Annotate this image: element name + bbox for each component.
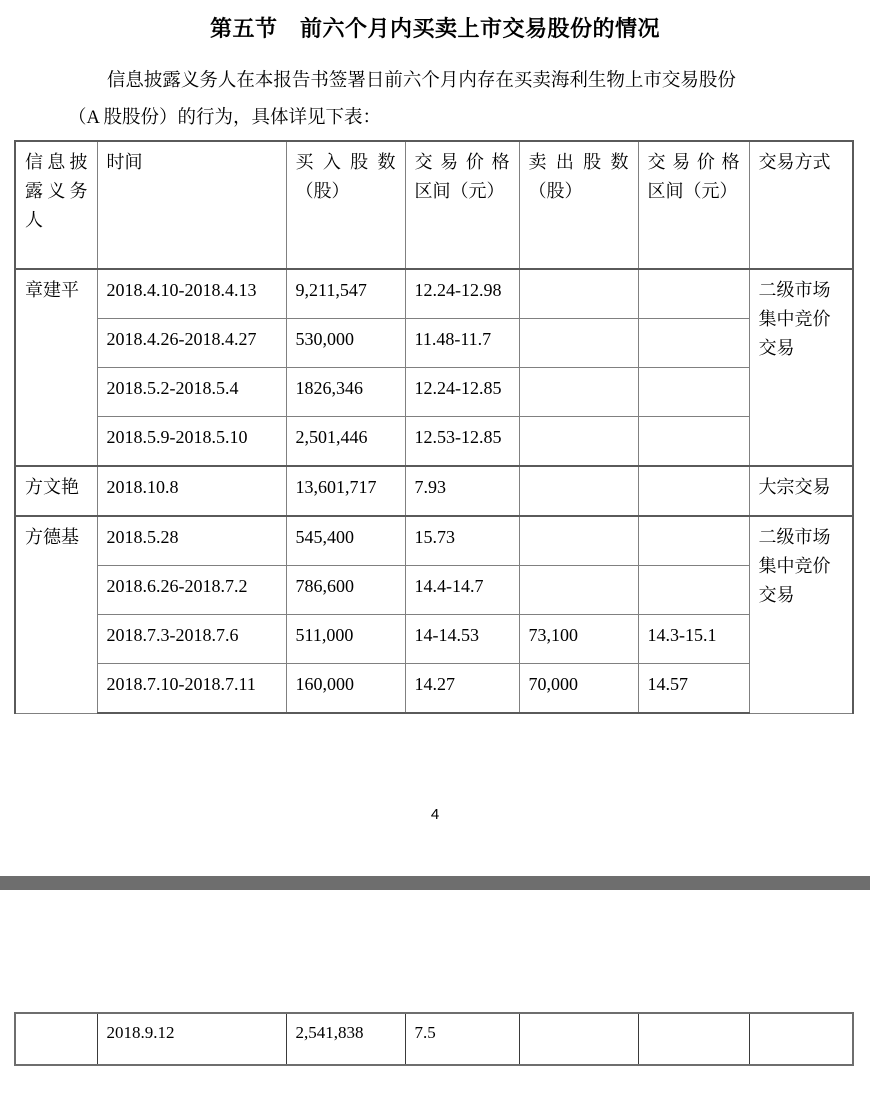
cell-buy-price (405, 516, 519, 566)
cell-buy-price (405, 566, 519, 615)
cell-buy-shares (286, 566, 405, 615)
table-row (15, 466, 853, 516)
cell-buy-shares (286, 368, 405, 417)
continuation-table-wrapper (14, 1012, 852, 1066)
cell-buy-price (405, 664, 519, 714)
cell-sell-price (638, 1013, 749, 1065)
value-date: 2018.7.10-2018.7.11 (106, 674, 256, 694)
header-cell-trade-method (749, 141, 853, 269)
header-trade-method-label: 交易方式 (758, 152, 831, 172)
cell-date (97, 516, 286, 566)
value-buy-shares: 545,400 (295, 527, 354, 547)
value-buy-shares: 1826,346 (295, 378, 363, 398)
cell-sell-price (638, 664, 749, 714)
value-date: 2018.6.26-2018.7.2 (106, 576, 248, 596)
trade-method-line-1: 二级市场 (758, 280, 831, 300)
header-cell-date (97, 141, 286, 269)
cell-date (97, 466, 286, 516)
cell-sell-shares (519, 516, 638, 566)
cell-buy-shares (286, 269, 405, 319)
header-buy-price-line-2: 区间（元） (414, 181, 505, 202)
share-trading-table (14, 140, 854, 714)
cell-date (97, 566, 286, 615)
table-row (15, 368, 853, 417)
value-buy-price: 12.53-12.85 (414, 427, 502, 447)
cell-sell-price (638, 269, 749, 319)
value-date: 2018.5.2-2018.5.4 (106, 378, 239, 398)
value-sell-shares: 73,100 (528, 625, 578, 645)
header-sell-price-line-2: 区间（元） (647, 181, 738, 202)
cell-buy-price (405, 615, 519, 664)
cell-buy-price (405, 417, 519, 467)
share-trading-table-wrapper (14, 140, 852, 714)
value-buy-shares: 786,600 (295, 576, 354, 596)
value-buy-price: 15.73 (414, 527, 455, 547)
value-buy-price: 14-14.53 (414, 625, 479, 645)
table-row (15, 319, 853, 368)
cell-date (97, 319, 286, 368)
cell-discloser-name: 方德基 (15, 516, 97, 713)
header-discloser-line-3: 人 (25, 210, 43, 231)
value-buy-shares: 2,501,446 (295, 427, 368, 447)
cell-sell-price (638, 566, 749, 615)
cell-sell-shares (519, 368, 638, 417)
cell-buy-price (405, 319, 519, 368)
trade-method-line-2: 集中竞价 (758, 556, 831, 577)
value-buy-price: 12.24-12.98 (414, 280, 502, 300)
cell-sell-shares (519, 417, 638, 467)
table-row (15, 615, 853, 664)
header-buy-shares-line-2: （股） (295, 181, 350, 202)
header-discloser-line-2: 露义务 (25, 181, 88, 202)
cell-buy-shares (286, 417, 405, 467)
cell-sell-price (638, 516, 749, 566)
value-date: 2018.4.26-2018.4.27 (106, 329, 257, 349)
cell-buy-price (405, 269, 519, 319)
header-cell-sell-price (638, 141, 749, 269)
cell-buy-price (405, 466, 519, 516)
value-buy-shares: 13,601,717 (295, 477, 377, 497)
value-date: 2018.7.3-2018.7.6 (106, 625, 239, 645)
value-date: 2018.5.9-2018.5.10 (106, 427, 248, 447)
table-row (15, 566, 853, 615)
header-sell-price-line-1: 交易价格 (647, 152, 740, 172)
value-buy-price: 12.24-12.85 (414, 378, 502, 398)
cell-date (97, 368, 286, 417)
cell-trade-method (749, 269, 853, 466)
trade-method-line-2: 集中竞价 (758, 309, 831, 330)
cell-sell-shares (519, 615, 638, 664)
header-cell-sell-shares (519, 141, 638, 269)
cell-sell-shares (519, 664, 638, 714)
value-date: 2018.10.8 (106, 477, 179, 497)
value-sell-shares: 70,000 (528, 674, 578, 694)
table-row (15, 269, 853, 319)
header-date-label: 时间 (106, 152, 143, 172)
cell-discloser-name: 方文艳 (15, 466, 97, 516)
value-buy-shares: 511,000 (295, 625, 354, 645)
cell-sell-price (638, 417, 749, 467)
cell-sell-price (638, 466, 749, 516)
value-buy-price: 14.27 (414, 674, 455, 694)
table-row (15, 516, 853, 566)
trade-method-line-1: 大宗交易 (758, 477, 831, 497)
value-date: 2018.4.10-2018.4.13 (106, 280, 257, 300)
cell-buy-shares (286, 664, 405, 714)
value-buy-price: 7.93 (414, 477, 446, 497)
header-cell-buy-price (405, 141, 519, 269)
cell-trade-method (749, 466, 853, 516)
cell-trade-method (749, 516, 853, 713)
header-cell-discloser (15, 141, 97, 269)
table-row (15, 417, 853, 467)
intro-paragraph (0, 45, 870, 138)
cell-date (97, 664, 286, 714)
trade-method-line-3: 交易 (758, 585, 795, 606)
cell-sell-shares (519, 466, 638, 516)
cell-buy-shares (286, 615, 405, 664)
cell-discloser-name: 章建平 (15, 269, 97, 466)
value-buy-price: 14.4-14.7 (414, 576, 484, 596)
cell-date: 2018.9.12 (97, 1013, 286, 1065)
trade-method-line-1: 二级市场 (758, 527, 831, 547)
cell-sell-price (638, 615, 749, 664)
cell-buy-shares (286, 466, 405, 516)
header-sell-shares-line-1: 卖出股数 (528, 152, 629, 172)
cell-buy-price: 7.5 (405, 1013, 519, 1065)
cell-sell-shares (519, 319, 638, 368)
cell-sell-shares (519, 1013, 638, 1065)
page-break-separator (0, 876, 870, 890)
page-number: 4 (430, 806, 440, 823)
cell-date (97, 417, 286, 467)
value-buy-shares: 9,211,547 (295, 280, 367, 300)
value-date: 2018.5.28 (106, 527, 179, 547)
cell-buy-shares (286, 319, 405, 368)
table-header-row (15, 141, 853, 269)
cell-sell-price (638, 368, 749, 417)
value-buy-price: 11.48-11.7 (414, 329, 492, 349)
cell-discloser-name (15, 1013, 97, 1065)
cell-trade-method (749, 1013, 853, 1065)
header-cell-buy-shares (286, 141, 405, 269)
page-title: 第五节 前六个月内买卖上市交易股份的情况 (209, 16, 660, 41)
table-row (15, 664, 853, 714)
cell-buy-shares: 2,541,838 (286, 1013, 405, 1065)
cell-date (97, 615, 286, 664)
continuation-table (14, 1012, 854, 1066)
cell-date (97, 269, 286, 319)
value-sell-price: 14.3-15.1 (647, 625, 717, 645)
cell-buy-price (405, 368, 519, 417)
value-buy-shares: 160,000 (295, 674, 354, 694)
header-buy-price-line-1: 交易价格 (414, 152, 510, 172)
trade-method-line-3: 交易 (758, 338, 795, 359)
value-sell-price: 14.57 (647, 674, 688, 694)
value-buy-shares: 530,000 (295, 329, 354, 349)
table-row (15, 1013, 853, 1065)
header-discloser-line-1: 信息披 (25, 152, 88, 172)
intro-line-1: 信息披露义务人在本报告书签署日前六个月内存在买卖海利生物上市交易股份 (106, 70, 736, 91)
cell-sell-shares (519, 566, 638, 615)
intro-line-2: （A 股股份）的行为，具体详见下表： (68, 108, 381, 129)
header-sell-shares-line-2: （股） (528, 181, 583, 202)
cell-buy-shares (286, 516, 405, 566)
header-buy-shares-line-1: 买入股数 (295, 152, 396, 172)
cell-sell-price (638, 319, 749, 368)
cell-sell-shares (519, 269, 638, 319)
